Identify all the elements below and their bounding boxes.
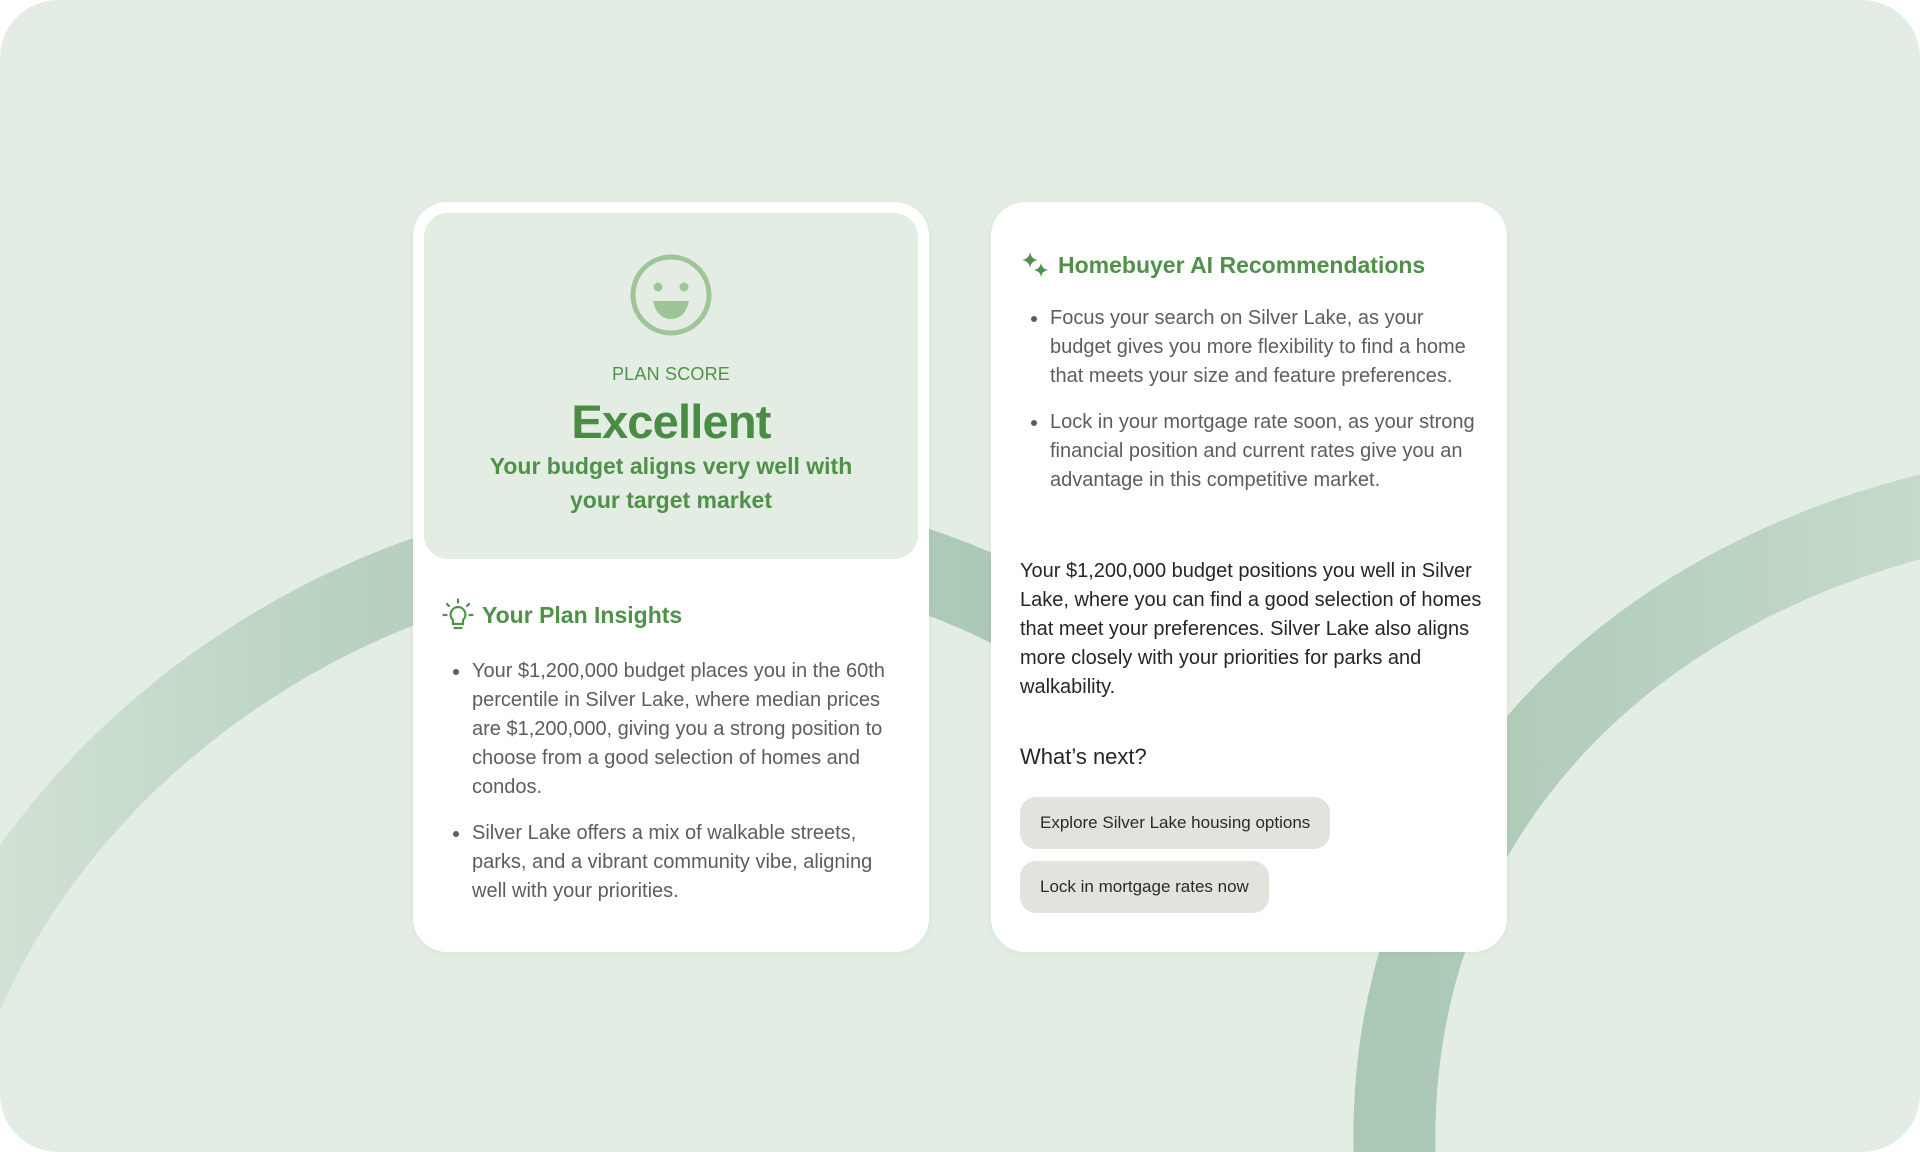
plan-insights-header [442,598,682,632]
plan-score-description: Your budget aligns very well with your target market [489,453,853,513]
plan-insights-title: Your Plan Insights [482,601,683,628]
lock-mortgage-rates-button[interactable]: Lock in mortgage rates now [1020,861,1269,913]
sparkles-icon [1020,250,1050,280]
recommendation-item: Focus your search on Silver Lake, as your budget gives you more flexibility to find a home that meets your size and feature preferences. [1020,304,1490,391]
plan-score-value: Excellent [571,395,771,448]
whats-next-heading: What’s next? [1020,744,1147,769]
plan-score-card [413,202,929,952]
plan-score-label: PLAN SCORE [611,364,731,384]
lightbulb-icon [442,598,474,632]
ai-recommendations-header [1020,250,1425,280]
ai-recommendations-title: Homebuyer AI Recommendations [1058,251,1426,278]
ai-recommendations-list [1020,304,1490,512]
insight-item: Your $1,200,000 budget places you in the 60th percentile in Silver Lake, where median prices are $1,200,000, giving you a strong position to choose from a good selection of homes and condos. [442,657,912,802]
plan-insights-list [442,657,912,923]
recommendation-item: Lock in your mortgage rate soon, as your strong financial position and current rates give you an advantage in this competitive market. [1020,408,1490,495]
recommendation-summary: Your $1,200,000 budget positions you well in Silver Lake, where you can find a good selection of homes that meet your preferences. Silver Lake also aligns more closely with your priorities for parks and walkability. [1020,560,1482,698]
ai-recommendations-card [991,202,1507,952]
plan-score-panel [424,213,918,559]
insight-item: Silver Lake offers a mix of walkable streets, parks, and a vibrant community vibe, aligning well with your priorities. [442,819,912,906]
smiley-face-icon [629,253,713,337]
explore-housing-options-button[interactable]: Explore Silver Lake housing options [1020,797,1330,849]
